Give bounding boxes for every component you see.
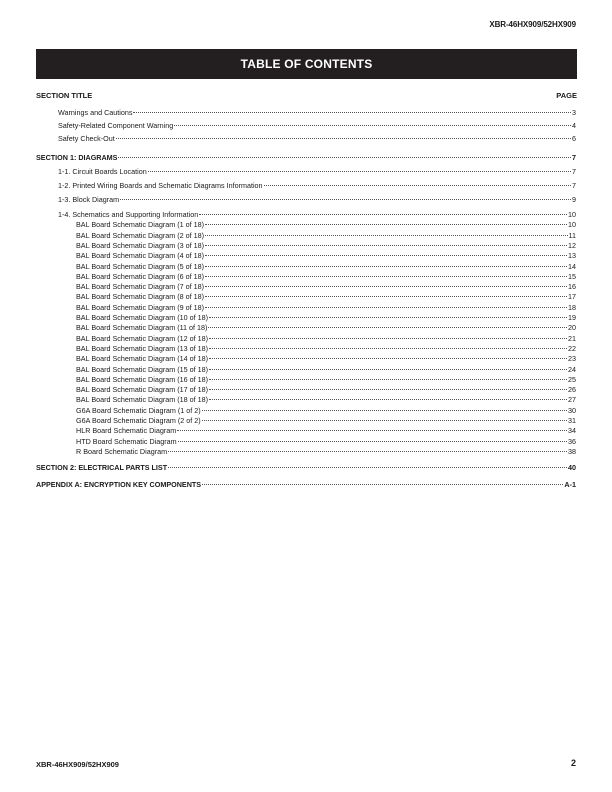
toc-entry-page: 22 <box>568 343 576 353</box>
toc-entry-page: 7 <box>572 181 576 190</box>
toc-entry-label: BAL Board Schematic Diagram (15 of 18) <box>76 364 208 374</box>
toc-entry[interactable] <box>76 313 576 323</box>
toc-entry[interactable] <box>76 282 576 292</box>
toc-entry[interactable] <box>76 251 576 261</box>
toc-entry-label: BAL Board Schematic Diagram (9 of 18) <box>76 302 204 312</box>
toc-entry-page: 3 <box>572 108 576 117</box>
toc-entry-label: BAL Board Schematic Diagram (18 of 18) <box>76 395 208 405</box>
dot-leader <box>209 379 567 380</box>
toc-entry-page: 6 <box>572 134 576 143</box>
dot-leader <box>120 199 571 200</box>
toc-entry-label: Safety Check-Out <box>58 134 115 143</box>
toc-entry-page: 24 <box>568 364 576 374</box>
dot-leader <box>205 235 568 236</box>
toc-entry-label: BAL Board Schematic Diagram (17 of 18) <box>76 385 208 395</box>
dot-leader <box>178 441 567 442</box>
toc-entry-page: 10 <box>568 210 576 219</box>
toc-entry[interactable] <box>36 153 576 163</box>
dot-leader <box>118 157 571 158</box>
toc-entry-page: 19 <box>568 313 576 322</box>
toc-entry-page: 20 <box>568 323 576 333</box>
toc-entry-label: BAL Board Schematic Diagram (6 of 18) <box>76 271 204 281</box>
toc-entry[interactable] <box>76 437 576 447</box>
dot-leader <box>209 399 567 400</box>
dot-leader <box>148 171 571 172</box>
toc-entry-page: A-1 <box>564 479 576 489</box>
toc-entry-label: BAL Board Schematic Diagram (12 of 18) <box>76 333 208 343</box>
dot-leader <box>199 214 567 215</box>
toc-entry[interactable] <box>76 231 576 241</box>
toc-entry-page: 38 <box>568 446 576 456</box>
toc-entry-page: 7 <box>572 153 576 162</box>
toc-entry[interactable] <box>58 167 576 177</box>
toc-entry-page: 16 <box>568 282 576 292</box>
dot-leader <box>205 266 567 267</box>
toc-entry-page: 18 <box>568 302 576 312</box>
toc-entry-page: 13 <box>568 251 576 261</box>
toc-entry[interactable] <box>76 344 576 354</box>
toc-entry[interactable] <box>76 323 576 333</box>
dot-leader <box>168 451 567 452</box>
toc-entry-page: 34 <box>568 426 576 436</box>
dot-leader <box>205 307 567 308</box>
toc-entry[interactable] <box>58 195 576 205</box>
header-model: XBR-46HX909/52HX909 <box>489 20 576 29</box>
section-title-header: SECTION TITLE <box>36 91 93 100</box>
toc-entry-label: SECTION 2: ELECTRICAL PARTS LIST <box>36 462 168 472</box>
toc-entry-page: 36 <box>568 436 576 446</box>
toc-entry[interactable] <box>76 416 576 426</box>
footer-model: XBR-46HX909/52HX909 <box>36 760 119 769</box>
toc-entry[interactable] <box>76 334 576 344</box>
toc-entry-label: BAL Board Schematic Diagram (2 of 18) <box>76 230 204 240</box>
toc-entry[interactable] <box>76 303 576 313</box>
dot-leader <box>205 255 567 256</box>
toc-entry[interactable] <box>58 121 576 131</box>
toc-entry-label: Warnings and Cautions <box>58 108 133 117</box>
toc-entry-page: 9 <box>572 195 576 204</box>
dot-leader <box>209 338 567 339</box>
column-headers <box>36 91 577 100</box>
toc-entry-label: APPENDIX A: ENCRYPTION KEY COMPONENTS <box>36 479 202 489</box>
toc-entry-page: 7 <box>572 167 576 176</box>
dot-leader <box>209 369 567 370</box>
dot-leader <box>205 286 567 287</box>
page-title: TABLE OF CONTENTS <box>240 57 373 71</box>
page-header: PAGE <box>556 91 577 100</box>
toc-entry-label: 1-2. Printed Wiring Boards and Schematic Diagrams Information <box>58 181 263 190</box>
dot-leader <box>209 317 567 318</box>
toc-entry-label: BAL Board Schematic Diagram (7 of 18) <box>76 282 204 292</box>
toc-entry-page: 30 <box>568 405 576 415</box>
dot-leader <box>264 185 571 186</box>
dot-leader <box>205 276 567 277</box>
dot-leader <box>205 245 567 246</box>
toc-entry-label: 1-1. Circuit Boards Location <box>58 167 147 176</box>
toc-entry-page: 17 <box>568 292 576 302</box>
toc-entry-label: BAL Board Schematic Diagram (1 of 18) <box>76 220 204 230</box>
toc-entry-label: BAL Board Schematic Diagram (10 of 18) <box>76 313 208 322</box>
dot-leader <box>168 467 567 468</box>
toc-entry-page: 10 <box>568 220 576 230</box>
toc-entry-label: G6A Board Schematic Diagram (1 of 2) <box>76 405 201 415</box>
toc-entry[interactable] <box>76 262 576 272</box>
toc-entry-page: 11 <box>568 230 576 240</box>
dot-leader <box>133 112 571 113</box>
toc-entry-label: BAL Board Schematic Diagram (11 of 18) <box>76 323 208 333</box>
toc-entry[interactable] <box>76 241 576 251</box>
toc-entry[interactable] <box>36 480 576 490</box>
toc-entry[interactable] <box>76 375 576 385</box>
dot-leader <box>209 389 567 390</box>
dot-leader <box>177 430 567 431</box>
toc-entry[interactable] <box>76 272 576 282</box>
toc-entry[interactable] <box>58 181 576 191</box>
toc-entry-label: 1-4. Schematics and Supporting Information <box>58 210 199 219</box>
toc-entry[interactable] <box>76 365 576 375</box>
toc-entry[interactable] <box>76 426 576 436</box>
toc-entry[interactable] <box>36 463 576 473</box>
toc-entry[interactable] <box>76 406 576 416</box>
toc-entry-label: BAL Board Schematic Diagram (16 of 18) <box>76 374 208 384</box>
toc-entry[interactable] <box>76 220 576 230</box>
toc-entry-page: 21 <box>568 333 576 343</box>
toc-entry[interactable] <box>58 134 576 144</box>
toc-entry-label: R Board Schematic Diagram <box>76 446 168 456</box>
dot-leader <box>174 125 571 126</box>
toc-entry-page: 15 <box>568 271 576 281</box>
dot-leader <box>116 138 571 139</box>
dot-leader <box>208 327 567 328</box>
toc-entry-page: 4 <box>572 121 576 130</box>
toc-entry-page: 40 <box>568 462 576 472</box>
toc-entry[interactable] <box>76 354 576 364</box>
toc-entry-page: 12 <box>568 240 576 250</box>
toc-entry[interactable] <box>76 292 576 302</box>
toc-entry-label: HLR Board Schematic Diagram <box>76 426 177 436</box>
toc-entry-label: BAL Board Schematic Diagram (5 of 18) <box>76 261 204 271</box>
toc-entry-label: BAL Board Schematic Diagram (3 of 18) <box>76 240 204 250</box>
dot-leader <box>205 296 567 297</box>
dot-leader <box>209 348 567 349</box>
toc-entry-label: HTD Board Schematic Diagram <box>76 436 177 446</box>
toc-entry-label: BAL Board Schematic Diagram (8 of 18) <box>76 292 204 302</box>
toc-entry-page: 14 <box>568 261 576 271</box>
toc-title-bar <box>36 49 577 79</box>
toc-entry[interactable] <box>58 108 576 118</box>
dot-leader <box>202 420 567 421</box>
toc-entry[interactable] <box>76 395 576 405</box>
toc-entry-label: 1-3. Block Diagram <box>58 195 120 204</box>
toc-entry-label: BAL Board Schematic Diagram (4 of 18) <box>76 251 204 261</box>
dot-leader <box>202 410 567 411</box>
toc-entry[interactable] <box>76 385 576 395</box>
toc-entry[interactable] <box>58 210 576 220</box>
toc-entry[interactable] <box>76 447 576 457</box>
toc-entry-label: G6A Board Schematic Diagram (2 of 2) <box>76 416 201 425</box>
footer-page-number: 2 <box>570 758 576 768</box>
toc-entry-page: 27 <box>568 395 576 405</box>
toc-entry-label: BAL Board Schematic Diagram (14 of 18) <box>76 354 208 364</box>
toc-entry-label: Safety-Related Component Warning <box>58 121 174 130</box>
toc-entry-page: 25 <box>568 374 576 384</box>
toc-entry-label: BAL Board Schematic Diagram (13 of 18) <box>76 343 208 353</box>
dot-leader <box>205 224 567 225</box>
toc-entry-page: 31 <box>568 416 576 425</box>
toc-entry-page: 23 <box>568 354 576 364</box>
toc-entry-page: 26 <box>568 385 576 395</box>
toc-entry-label: SECTION 1: DIAGRAMS <box>36 153 118 162</box>
dot-leader <box>202 484 563 485</box>
dot-leader <box>209 358 567 359</box>
